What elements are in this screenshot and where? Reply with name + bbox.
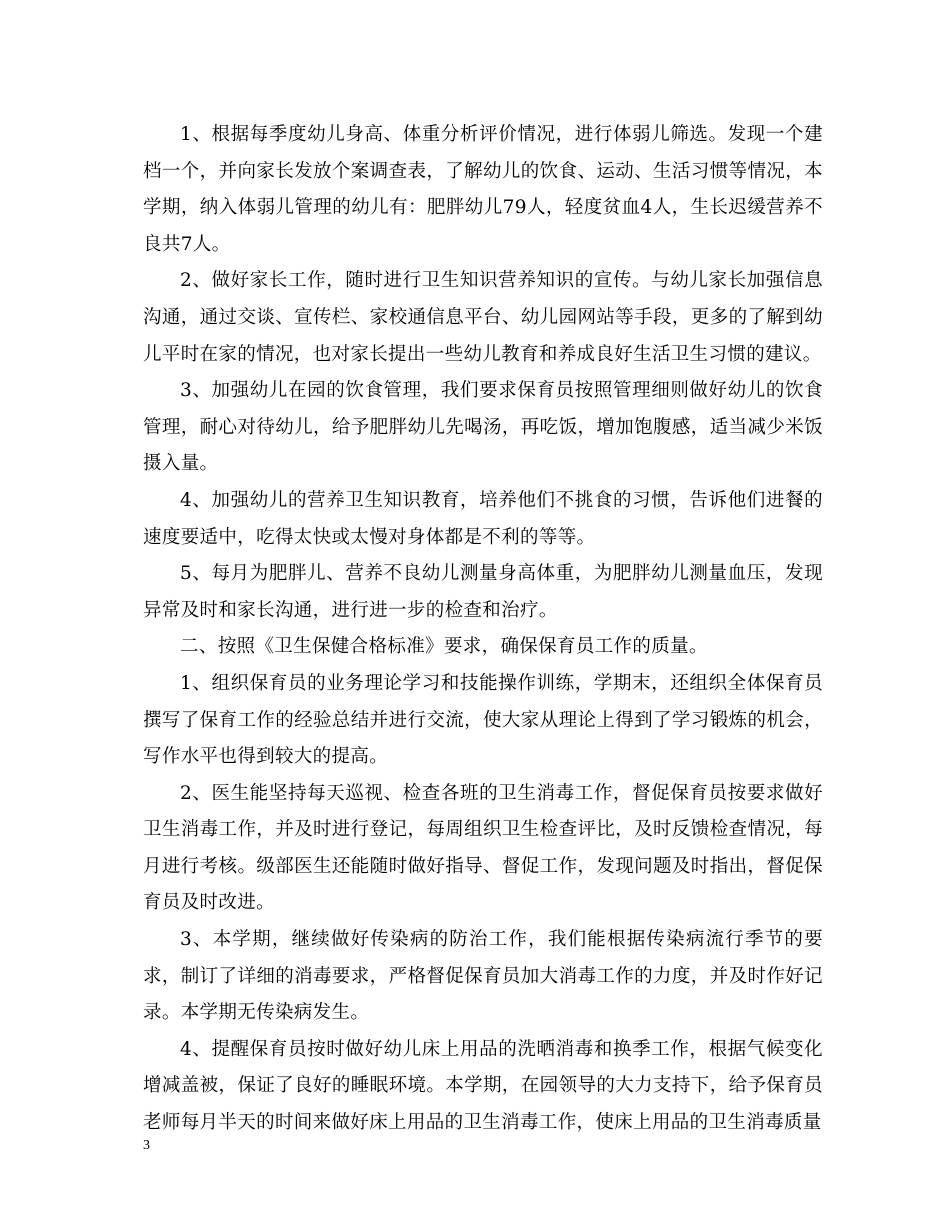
paragraph-7: 2、医生能坚持每天巡视、检查各班的卫生消毒工作，督促保育员按要求做好卫生消毒工作，并及时进行登记，每周组织卫生检查评比，及时反馈检查情况，每月进行考核。级部医生还能随时做好指导、督促工作，发现问题及时指出，督促保育员及时改进。 <box>143 782 823 914</box>
paragraph-8: 3、本学期，继续做好传染病的防治工作，我们能根据传染病流行季节的要求，制订了详细的消毒要求，严格督促保育员加大消毒工作的力度，并及时作好记录。本学期无传染病发生。 <box>143 929 823 1024</box>
paragraph-2: 2、做好家长工作，随时进行卫生知识营养知识的宣传。与幼儿家长加强信息沟通，通过交谈、宣传栏、家校通信息平台、幼儿园网站等手段，更多的了解到幼儿平时在家的情况，也对家长提出一些幼儿教育和养成良好生活卫生习惯的建议。 <box>143 270 823 365</box>
paragraph-6: 1、组织保育员的业务理论学习和技能操作训练，学期末，还组织全体保育员撰写了保育工作的经验总结并进行交流，使大家从理论上得到了学习锻炼的机会，写作水平也得到较大的提高。 <box>143 672 823 768</box>
paragraph-9: 4、提醒保育员按时做好幼儿床上用品的洗晒消毒和换季工作，根据气候变化增减盖被，保证了良好的睡眠环境。本学期，在园领导的大力支持下，给予保育员老师每月半天的时间来做好床上用品的卫生消毒工作，使床上用品的卫生消毒质量 <box>143 1038 823 1134</box>
paragraph-3: 3、加强幼儿在园的饮食管理，我们要求保育员按照管理细则做好幼儿的饮食管理，耐心对待幼儿，给予肥胖幼儿先喝汤，再吃饭，增加饱腹感，适当减少米饭摄入量。 <box>143 380 823 475</box>
document-body <box>143 117 823 1142</box>
paragraph-5: 5、每月为肥胖儿、营养不良幼儿测量身高体重，为肥胖幼儿测量血压，发现异常及时和家长沟通，进行进一步的检查和治疗。 <box>143 563 823 621</box>
page-number: 3 <box>143 1138 150 1153</box>
section-heading: 二、按照《卫生保健合格标准》要求，确保保育员工作的质量。 <box>180 636 708 658</box>
paragraph-1: 1、根据每季度幼儿身高、体重分析评价情况，进行体弱儿筛选。发现一个建档一个，并向家长发放个案调查表，了解幼儿的饮食、运动、生活习惯等情况，本学期，纳入体弱儿管理的幼儿有：肥胖幼儿79人，轻度贫血4人，生长迟缓营养不良共7人。 <box>143 124 823 255</box>
paragraph-4: 4、加强幼儿的营养卫生知识教育，培养他们不挑食的习惯，告诉他们进餐的速度要适中，吃得太快或太慢对身体都是不利的等等。 <box>143 489 823 548</box>
